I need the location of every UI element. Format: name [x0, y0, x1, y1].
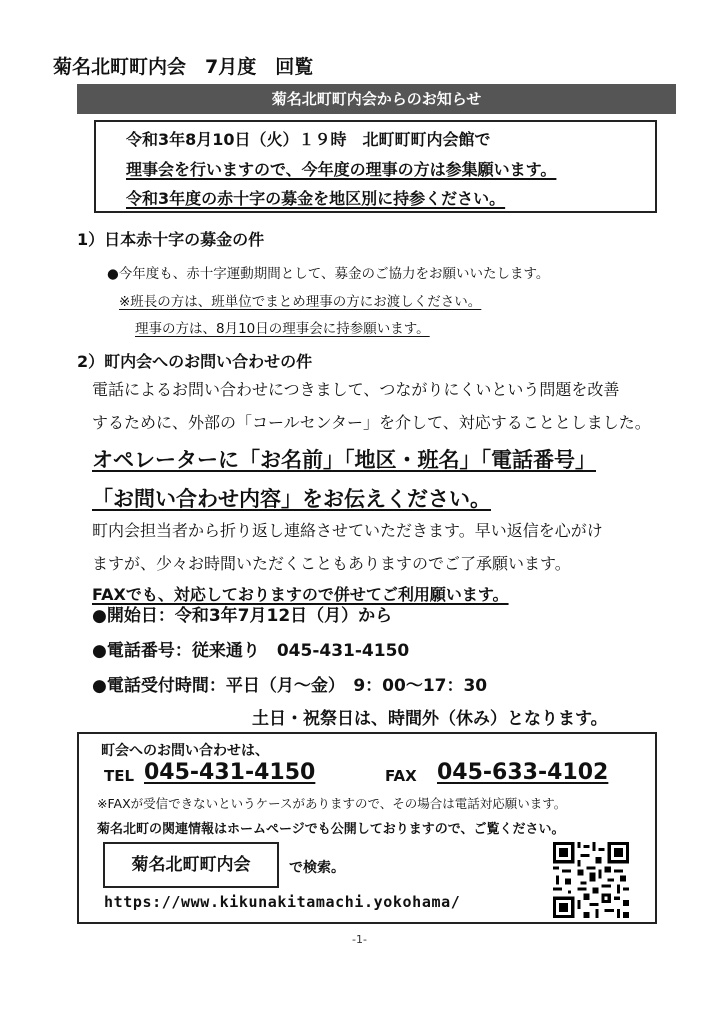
section1-bullet: ●今年度も、赤十字運動期間として、募金のご協力をお願いいたします。 [107, 266, 550, 282]
section1-note2: 理事の方は、8月10日の理事会に持参願います。 [135, 321, 430, 337]
section2-heading: 2）町内会へのお問い合わせの件 [77, 352, 313, 371]
tel-number[interactable]: 045-431-4150 [144, 760, 316, 785]
website-note: 菊名北町の関連情報はホームページでも公開しておりますので、ご覧ください。 [97, 822, 565, 837]
section1-heading: 1）日本赤十字の募金の件 [77, 230, 265, 249]
phone-number-line: ●電話番号：従来通り 045-431-4150 [92, 641, 410, 661]
notice-line-1: 令和3年8月10日（火）１９時 北町町町内会館で [126, 130, 491, 149]
notice-banner: 菊名北町町内会からのお知らせ [77, 84, 676, 114]
notice-line-2: 理事会を行いますので、今年度の理事の方は参集願います。 [126, 160, 557, 179]
fax-number: 045-633-4102 [437, 760, 609, 785]
section2-para1-line2: するために、外部の「コールセンター」を介して、対応することとしました。 [92, 413, 651, 432]
page-title: 菊名北町町内会 7月度 回覧 [53, 56, 314, 78]
tel-label: TEL [104, 767, 135, 785]
qr-code-icon[interactable] [553, 842, 629, 918]
fax-label: FAX [385, 767, 417, 785]
reception-hours: ●電話受付時間：平日（月～金） 9：00～17：30 [92, 676, 488, 696]
start-date: ●開始日：令和3年7月12日（月）から [92, 606, 393, 626]
section2-para1-line1: 電話によるお問い合わせにつきまして、つながりにくいという問題を改善 [92, 380, 620, 399]
notice-line-3: 令和3年度の赤十字の募金を地区別に持参ください。 [126, 189, 506, 208]
website-url[interactable]: https://www.kikunakitamachi.yokohama/ [104, 893, 461, 911]
operator-instruction-line1: オペレーターに「お名前」「地区・班名」「電話番号」 [92, 448, 596, 472]
search-suffix: で検索。 [289, 860, 345, 876]
search-keyword-box: 菊名北町町内会 [103, 842, 279, 888]
meeting-notice-box [94, 120, 657, 213]
section2-para2-line2: ますが、少々お時間いただくこともありますのでご了承願います。 [92, 554, 571, 573]
page-number: -1- [352, 933, 367, 946]
contact-intro: 町会へのお問い合わせは、 [101, 743, 269, 759]
fax-note-line: FAXでも、対応しておりますので併せてご利用願います。 [92, 585, 509, 604]
section1-note1: ※班長の方は、班単位でまとめ理事の方にお渡しください。 [119, 294, 482, 310]
weekend-note: 土日・祝祭日は、時間外（休み）となります。 [252, 709, 608, 729]
section2-para2-line1: 町内会担当者から折り返し連絡させていただきます。早い返信を心がけ [92, 521, 603, 540]
fax-fallback-note: ※FAXが受信できないというケースがありますので、その場合は電話対応願います。 [97, 796, 567, 811]
operator-instruction-line2: 「お問い合わせ内容」をお伝えください。 [92, 487, 491, 511]
